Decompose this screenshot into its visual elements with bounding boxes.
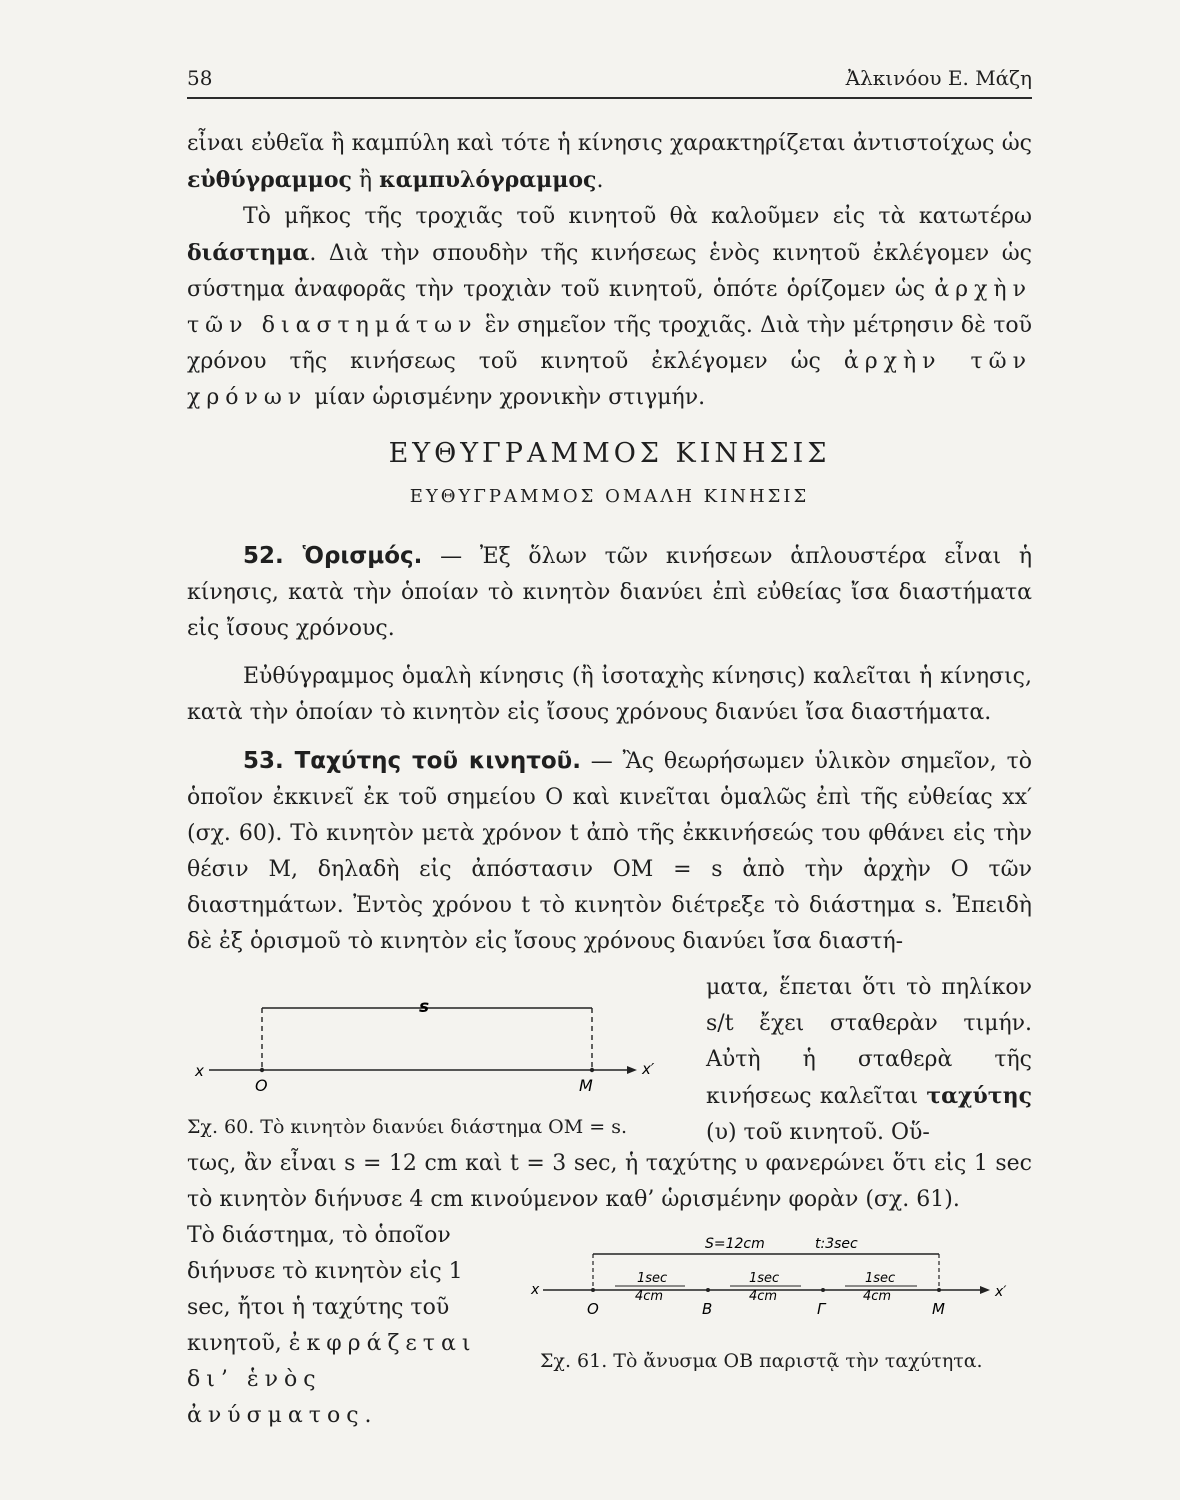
fig61-label-B: B bbox=[702, 1300, 713, 1318]
fig61-total-time: t:3sec bbox=[815, 1236, 858, 1252]
text-run: . bbox=[596, 168, 604, 193]
subsection-heading: ΕΥΘΥΓΡΑΜΜΟΣ ΟΜΑΛΗ ΚΙΝΗΣΙΣ bbox=[409, 486, 810, 507]
fig61-seg1-time: 1sec bbox=[637, 1271, 668, 1286]
fig61-label-x: x bbox=[531, 1282, 540, 1298]
text-run: (υ) τοῦ κινητοῦ. Οὕ- bbox=[706, 1120, 930, 1145]
header-rule bbox=[187, 97, 1032, 99]
text-run: . Διὰ τὴν σπουδὴν τῆς κινήσεως ἑνὸς κινητοῦ ἐκλέγομεν ὡς σύστημα ἀναφορᾶς τὴν τροχιὰν τοῦ κινητοῦ, ὁπότε ὁρίζομεν ὡς bbox=[187, 241, 1032, 302]
fig61-seg2-time: 1sec bbox=[749, 1271, 780, 1286]
fig61-label-O: O bbox=[587, 1300, 599, 1318]
fig61-label-M: M bbox=[932, 1300, 945, 1318]
text-run: εἶναι εὐθεῖα ἢ καμπύλη καὶ τότε ἡ κίνησις χαρακτηρίζεται ἀντιστοίχως ὡς bbox=[187, 131, 1032, 156]
section-53-side-text bbox=[706, 970, 1032, 1151]
fig61-total-distance: S=12cm bbox=[705, 1236, 765, 1252]
text-run: ἢ bbox=[351, 168, 380, 193]
intro-paragraph-1 bbox=[187, 126, 1032, 199]
text-run: μίαν ὡρισμένην χρονικὴν στιγμήν. bbox=[307, 385, 706, 410]
section-heading: ΕΥΘΥΓΡΑΜΜΟΣ ΚΙΝΗΣΙΣ bbox=[388, 438, 831, 469]
section-53-left-column bbox=[187, 1218, 507, 1434]
section-52-paragraph bbox=[187, 538, 1032, 647]
intro-paragraph-2 bbox=[187, 199, 1032, 416]
spaced-origin-of-times: ἀρχὴν τῶν χρόνων bbox=[187, 349, 1032, 410]
intro-text bbox=[187, 126, 1032, 416]
term-velocity: ταχύτης bbox=[926, 1083, 1032, 1109]
fig61-seg2-dist: 4cm bbox=[749, 1289, 778, 1304]
fig61-label-x-prime: x′ bbox=[995, 1284, 1007, 1300]
section-52-title: 52. Ὁρισμός. bbox=[243, 543, 423, 569]
fig60-label-O: O bbox=[255, 1076, 268, 1095]
fig60-label-x-prime: x′ bbox=[642, 1060, 655, 1078]
fig60-label-M: M bbox=[579, 1076, 593, 1095]
term-rectilinear: εὐθύγραμμος bbox=[187, 167, 352, 193]
fig61-seg1-dist: 4cm bbox=[635, 1289, 664, 1304]
text-run: — Ἐξ ὅλων τῶν κινήσεων ἁπλουστέρα εἶναι ἡ κίνησις, κατὰ τὴν ὁποίαν τὸ κινητὸν διανύει ἐπὶ εὐθείας ἴσα διαστήματα εἰς ἴσους χρόνους. bbox=[187, 544, 1032, 641]
section-53-continuation: τως, ἂν εἶναι s = 12 cm καὶ t = 3 sec, ἡ ταχύτης υ φανερώνει ὅτι εἰς 1 sec τὸ κινητὸν διήνυσε 4 cm κινούμενον καθ’ ὡρισμένην φορὰν (σχ. 61). bbox=[187, 1151, 1032, 1212]
figure-60-caption: Σχ. 60. Τὸ κινητὸν διανύει διάστημα OM = s. bbox=[187, 1116, 628, 1138]
figure-61-caption: Σχ. 61. Τὸ ἄνυσμα OB παριστᾷ τὴν ταχύτητα. bbox=[540, 1350, 983, 1372]
fig60-label-s: s bbox=[419, 997, 430, 1017]
spaced-vector-phrase: ἐκφράζεται δι’ ἑνὸς ἀνύσματος bbox=[187, 1331, 477, 1428]
section-53-title: 53. Ταχύτης τοῦ κινητοῦ. bbox=[243, 748, 581, 774]
figure-60 bbox=[187, 990, 687, 1105]
fig60-label-x: x bbox=[195, 1062, 204, 1080]
text-run: ματα, ἕπεται ὅτι τὸ πηλίκον s/t ἔχει σταθερὰν τιμήν. Αὐτὴ ἡ σταθερὰ τῆς κινήσεως καλεῖται bbox=[706, 975, 1032, 1109]
fig61-seg3-time: 1sec bbox=[865, 1271, 896, 1286]
page-number: 58 bbox=[187, 66, 213, 90]
text-run: ἓν σημεῖον τῆς τροχιᾶς. Διὰ τὴν μέτρησιν δὲ τοῦ χρόνου τῆς κινήσεως τοῦ κινητοῦ ἐκλέγομεν ὡς bbox=[187, 313, 1033, 374]
side-paragraph bbox=[706, 970, 1032, 1151]
text-run: — Ἂς θεωρήσωμεν ὑλικὸν σημεῖον, τὸ ὁποῖον ἐκκινεῖ ἐκ τοῦ σημείου Ο καὶ κινεῖται ὁμαλῶς ἐπὶ τῆς εὐθείας xx′ (σχ. 60). Τὸ κινητὸν μετὰ χρόνον t ἀπὸ τῆς ἐκκινήσεώς του φθάνει εἰς τὴν θέσιν M, δηλαδὴ εἰς ἀπόστασιν OM = s ἀπὸ τὴν ἀρχὴν O τῶν διαστημάτων. Ἐντὸς χρόνου t τὸ κινητὸν διέτρεξε τὸ διάστημα s. Ἐπειδὴ δὲ ἐξ ὁρισμοῦ τὸ κινητὸν εἰς ἴσους χρόνους διανύει ἴσα διαστή- bbox=[187, 749, 1032, 954]
sections-52-53 bbox=[187, 538, 1032, 960]
fig61-label-G: Γ bbox=[817, 1300, 826, 1318]
spaced-origin-of-distances: ἀρχὴν τῶν διαστημάτων bbox=[187, 277, 1032, 338]
text-run: Τὸ μῆκος τῆς τροχιᾶς τοῦ κινητοῦ θὰ καλοῦμεν εἰς τὰ κατωτέρω bbox=[243, 204, 1032, 229]
text-run: . bbox=[364, 1403, 372, 1428]
fig61-seg3-dist: 4cm bbox=[863, 1289, 892, 1304]
term-curvilinear: καμπυλόγραμμος bbox=[379, 167, 597, 193]
figure-61 bbox=[525, 1230, 1030, 1320]
term-distance: διάστημα bbox=[187, 240, 310, 266]
section-52-definition: Εὐθύγραμμος ὁμαλὴ κίνησις (ἢ ἰσοταχὴς κίνησις) καλεῖται ἡ κίνησις, κατὰ τὴν ὁποίαν τὸ κινητὸν εἰς ἴσους χρόνους διανύει ἴσα διαστήματα. bbox=[187, 664, 1032, 725]
text-run: Τὸ διάστημα, τὸ ὁποῖον διήνυσε τὸ κινητὸν εἰς 1 sec, ἤτοι ἡ ταχύτης τοῦ κινητοῦ, bbox=[187, 1223, 463, 1356]
left-paragraph bbox=[187, 1218, 507, 1434]
running-header-author: Ἀλκινόου Ε. Μάζη bbox=[845, 66, 1032, 90]
section-53-paragraph bbox=[187, 743, 1032, 960]
